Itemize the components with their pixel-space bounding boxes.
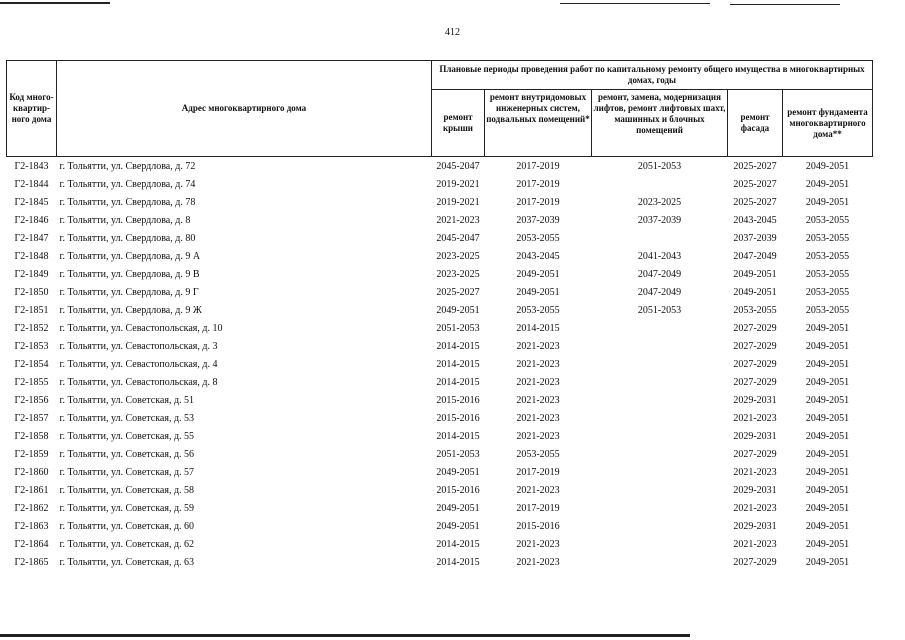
cell-address: г. Тольятти, ул. Свердлова, д. 9 Г — [59, 286, 199, 298]
cell-facade: 2027-2029 — [733, 448, 777, 460]
table-row — [7, 283, 873, 301]
table-row — [7, 193, 873, 211]
cell-elevator — [592, 427, 728, 445]
cell-roof: 2051-2053 — [436, 448, 480, 460]
cell-roof: 2014-2015 — [436, 430, 480, 442]
cell-facade: 2021-2023 — [733, 502, 777, 514]
cell-roof: 2051-2053 — [436, 322, 480, 334]
cell-foundation: 2049-2051 — [805, 322, 850, 334]
header-foundation: ремонт фундамента многоквартирного дома** — [783, 90, 873, 157]
cell-systems: 2015-2016 — [516, 520, 560, 532]
cell-foundation: 2049-2051 — [805, 556, 850, 568]
cell-elevator: 2047-2049 — [637, 286, 682, 298]
cell-systems: 2053-2055 — [516, 448, 560, 460]
table-row — [7, 355, 873, 373]
page-number: 412 — [445, 27, 460, 38]
cell-elevator — [592, 337, 728, 355]
cell-systems: 2021-2023 — [516, 340, 560, 352]
scan-edge-top-mid — [560, 3, 710, 4]
cell-facade: 2021-2023 — [733, 412, 777, 424]
cell-roof: 2014-2015 — [436, 358, 480, 370]
cell-roof: 2023-2025 — [436, 268, 480, 280]
cell-roof: 2019-2021 — [436, 196, 480, 208]
cell-facade: 2029-2031 — [733, 394, 777, 406]
cell-roof: 2049-2051 — [436, 466, 480, 478]
header-address: Адрес многоквартирного дома — [57, 61, 432, 157]
cell-address: г. Тольятти, ул. Свердлова, д. 9 Ж — [59, 304, 202, 316]
cell-address: г. Тольятти, ул. Севастопольская, д. 4 — [59, 358, 218, 370]
cell-systems: 2021-2023 — [516, 412, 560, 424]
cell-systems: 2017-2019 — [516, 502, 560, 514]
cell-foundation: 2049-2051 — [805, 538, 850, 550]
cell-address: г. Тольятти, ул. Свердлова, д. 74 — [59, 178, 196, 190]
cell-address: г. Тольятти, ул. Свердлова, д. 72 — [59, 160, 196, 172]
cell-address: г. Тольятти, ул. Советская, д. 51 — [59, 394, 195, 406]
header-elevators: ремонт, замена, модернизация лифтов, ремонт лифтовых шахт, машинных и блочных помещений — [592, 90, 728, 157]
cell-elevator — [592, 319, 728, 337]
cell-facade: 2029-2031 — [733, 484, 777, 496]
table-row — [7, 229, 873, 247]
cell-systems: 2021-2023 — [516, 556, 560, 568]
table-row — [7, 373, 873, 391]
cell-code: Г2-1854 — [14, 358, 49, 370]
cell-foundation: 2049-2051 — [805, 412, 850, 424]
table-row — [7, 301, 873, 319]
cell-roof: 2019-2021 — [436, 178, 480, 190]
cell-address: г. Тольятти, ул. Советская, д. 63 — [59, 556, 195, 568]
cell-address: г. Тольятти, ул. Свердлова, д. 80 — [59, 232, 196, 244]
cell-code: Г2-1844 — [14, 178, 49, 190]
cell-facade: 2021-2023 — [733, 466, 777, 478]
cell-roof: 2045-2047 — [436, 232, 480, 244]
cell-elevator — [592, 553, 728, 571]
cell-address: г. Тольятти, ул. Советская, д. 55 — [59, 430, 195, 442]
cell-roof: 2015-2016 — [436, 484, 480, 496]
cell-roof: 2049-2051 — [436, 520, 480, 532]
table-row — [7, 553, 873, 571]
cell-address: г. Тольятти, ул. Свердлова, д. 9 В — [59, 268, 200, 280]
table-row — [7, 517, 873, 535]
cell-elevator: 2047-2049 — [637, 268, 682, 280]
cell-address: г. Тольятти, ул. Севастопольская, д. 8 — [59, 376, 218, 388]
cell-systems: 2021-2023 — [516, 358, 560, 370]
table-row — [7, 463, 873, 481]
header-engineering-systems: ремонт внутридомовых инженерных систем, подвальных помещений* — [485, 90, 592, 157]
cell-facade: 2027-2029 — [733, 340, 777, 352]
cell-roof: 2014-2015 — [436, 538, 480, 550]
cell-address: г. Тольятти, ул. Свердлова, д. 78 — [59, 196, 196, 208]
cell-address: г. Тольятти, ул. Советская, д. 60 — [59, 520, 195, 532]
cell-facade: 2043-2045 — [733, 214, 777, 226]
cell-elevator — [592, 391, 728, 409]
cell-code: Г2-1855 — [14, 376, 49, 388]
cell-code: Г2-1858 — [14, 430, 49, 442]
cell-systems: 2021-2023 — [516, 484, 560, 496]
cell-systems: 2021-2023 — [516, 538, 560, 550]
cell-foundation: 2049-2051 — [805, 358, 850, 370]
cell-address: г. Тольятти, ул. Севастопольская, д. 10 — [59, 322, 223, 334]
cell-foundation: 2049-2051 — [805, 160, 850, 172]
cell-elevator: 2051-2053 — [637, 304, 682, 316]
cell-foundation: 2053-2055 — [805, 268, 850, 280]
cell-facade: 2027-2029 — [733, 556, 777, 568]
cell-address: г. Тольятти, ул. Советская, д. 58 — [59, 484, 195, 496]
cell-facade: 2047-2049 — [733, 250, 777, 262]
cell-systems: 2021-2023 — [516, 394, 560, 406]
cell-foundation: 2049-2051 — [805, 484, 850, 496]
cell-elevator — [592, 499, 728, 517]
cell-systems: 2049-2051 — [516, 268, 560, 280]
cell-code: Г2-1843 — [14, 160, 49, 172]
table-row — [7, 481, 873, 499]
capital-repair-table — [6, 60, 873, 571]
table-row — [7, 157, 873, 176]
cell-code: Г2-1850 — [14, 286, 49, 298]
cell-foundation: 2049-2051 — [805, 178, 850, 190]
cell-code: Г2-1859 — [14, 448, 49, 460]
cell-elevator — [592, 445, 728, 463]
cell-code: Г2-1856 — [14, 394, 49, 406]
cell-code: Г2-1845 — [14, 196, 49, 208]
cell-roof: 2015-2016 — [436, 412, 480, 424]
cell-code: Г2-1861 — [14, 484, 49, 496]
cell-code: Г2-1860 — [14, 466, 49, 478]
cell-code: Г2-1846 — [14, 214, 49, 226]
table-body — [7, 157, 873, 572]
cell-foundation: 2053-2055 — [805, 214, 850, 226]
cell-roof: 2021-2023 — [436, 214, 480, 226]
table-row — [7, 409, 873, 427]
cell-address: г. Тольятти, ул. Севастопольская, д. 3 — [59, 340, 218, 352]
table-row — [7, 535, 873, 553]
cell-facade: 2021-2023 — [733, 538, 777, 550]
cell-systems: 2017-2019 — [516, 466, 560, 478]
cell-foundation: 2049-2051 — [805, 448, 850, 460]
cell-elevator: 2023-2025 — [637, 196, 682, 208]
cell-systems: 2017-2019 — [516, 160, 560, 172]
cell-foundation: 2053-2055 — [805, 250, 850, 262]
cell-code: Г2-1865 — [14, 556, 49, 568]
header-roof: ремонт крыши — [432, 90, 485, 157]
header-code: Код много-квартир-ного дома — [7, 61, 57, 157]
cell-facade: 2029-2031 — [733, 520, 777, 532]
cell-facade: 2029-2031 — [733, 430, 777, 442]
cell-foundation: 2053-2055 — [805, 232, 850, 244]
cell-elevator — [592, 409, 728, 427]
table-row — [7, 427, 873, 445]
cell-foundation: 2049-2051 — [805, 340, 850, 352]
scan-edge-top-right — [730, 4, 840, 5]
cell-code: Г2-1853 — [14, 340, 49, 352]
cell-elevator: 2041-2043 — [637, 250, 682, 262]
cell-elevator — [592, 175, 728, 193]
cell-foundation: 2049-2051 — [805, 394, 850, 406]
cell-systems: 2017-2019 — [516, 178, 560, 190]
cell-systems: 2017-2019 — [516, 196, 560, 208]
cell-foundation: 2049-2051 — [805, 466, 850, 478]
cell-facade: 2037-2039 — [733, 232, 777, 244]
cell-address: г. Тольятти, ул. Советская, д. 62 — [59, 538, 195, 550]
cell-address: г. Тольятти, ул. Советская, д. 59 — [59, 502, 195, 514]
cell-elevator: 2051-2053 — [637, 160, 682, 172]
cell-facade: 2053-2055 — [733, 304, 777, 316]
cell-foundation: 2049-2051 — [805, 196, 850, 208]
cell-code: Г2-1863 — [14, 520, 49, 532]
cell-roof: 2023-2025 — [436, 250, 480, 262]
table-row — [7, 445, 873, 463]
table-row — [7, 391, 873, 409]
cell-systems: 2049-2051 — [516, 286, 560, 298]
cell-elevator — [592, 481, 728, 499]
cell-systems: 2021-2023 — [516, 430, 560, 442]
cell-foundation: 2049-2051 — [805, 430, 850, 442]
table-row — [7, 499, 873, 517]
table-row — [7, 319, 873, 337]
table-row — [7, 265, 873, 283]
cell-code: Г2-1862 — [14, 502, 49, 514]
table-row — [7, 211, 873, 229]
cell-roof: 2014-2015 — [436, 340, 480, 352]
cell-code: Г2-1857 — [14, 412, 49, 424]
cell-facade: 2049-2051 — [733, 286, 777, 298]
cell-code: Г2-1848 — [14, 250, 49, 262]
cell-facade: 2025-2027 — [733, 196, 777, 208]
cell-foundation: 2053-2055 — [805, 286, 850, 298]
cell-roof: 2025-2027 — [436, 286, 480, 298]
cell-facade: 2025-2027 — [733, 160, 777, 172]
cell-code: Г2-1851 — [14, 304, 49, 316]
table-row — [7, 247, 873, 265]
cell-foundation: 2049-2051 — [805, 376, 850, 388]
cell-roof: 2015-2016 — [436, 394, 480, 406]
cell-systems: 2053-2055 — [516, 232, 560, 244]
cell-roof: 2049-2051 — [436, 304, 480, 316]
cell-roof: 2049-2051 — [436, 502, 480, 514]
cell-roof: 2045-2047 — [436, 160, 480, 172]
cell-elevator — [592, 517, 728, 535]
cell-foundation: 2049-2051 — [805, 520, 850, 532]
cell-code: Г2-1852 — [14, 322, 49, 334]
cell-elevator — [592, 535, 728, 553]
cell-elevator — [592, 463, 728, 481]
cell-address: г. Тольятти, ул. Советская, д. 56 — [59, 448, 195, 460]
header-facade: ремонт фасада — [728, 90, 783, 157]
cell-code: Г2-1847 — [14, 232, 49, 244]
header-planned-periods: Плановые периоды проведения работ по капитальному ремонту общего имущества в многоквартирных домах, годы — [432, 61, 873, 90]
cell-systems: 2043-2045 — [516, 250, 560, 262]
cell-facade: 2049-2051 — [733, 268, 777, 280]
cell-systems: 2014-2015 — [516, 322, 560, 334]
cell-foundation: 2053-2055 — [805, 304, 850, 316]
cell-elevator — [592, 355, 728, 373]
cell-foundation: 2049-2051 — [805, 502, 850, 514]
cell-roof: 2014-2015 — [436, 556, 480, 568]
cell-roof: 2014-2015 — [436, 376, 480, 388]
cell-facade: 2027-2029 — [733, 376, 777, 388]
cell-address: г. Тольятти, ул. Советская, д. 53 — [59, 412, 195, 424]
table-row — [7, 337, 873, 355]
cell-systems: 2037-2039 — [516, 214, 560, 226]
cell-address: г. Тольятти, ул. Советская, д. 57 — [59, 466, 195, 478]
cell-facade: 2025-2027 — [733, 178, 777, 190]
cell-code: Г2-1849 — [14, 268, 49, 280]
scan-edge-top-left — [0, 2, 110, 4]
cell-address: г. Тольятти, ул. Свердлова, д. 8 — [59, 214, 191, 226]
table-row — [7, 175, 873, 193]
cell-address: г. Тольятти, ул. Свердлова, д. 9 А — [59, 250, 201, 262]
cell-facade: 2027-2029 — [733, 322, 777, 334]
cell-code: Г2-1864 — [14, 538, 49, 550]
cell-facade: 2027-2029 — [733, 358, 777, 370]
cell-systems: 2021-2023 — [516, 376, 560, 388]
cell-elevator — [592, 373, 728, 391]
cell-elevator: 2037-2039 — [637, 214, 682, 226]
scan-edge-bottom — [0, 634, 690, 637]
cell-systems: 2053-2055 — [516, 304, 560, 316]
cell-elevator — [592, 229, 728, 247]
